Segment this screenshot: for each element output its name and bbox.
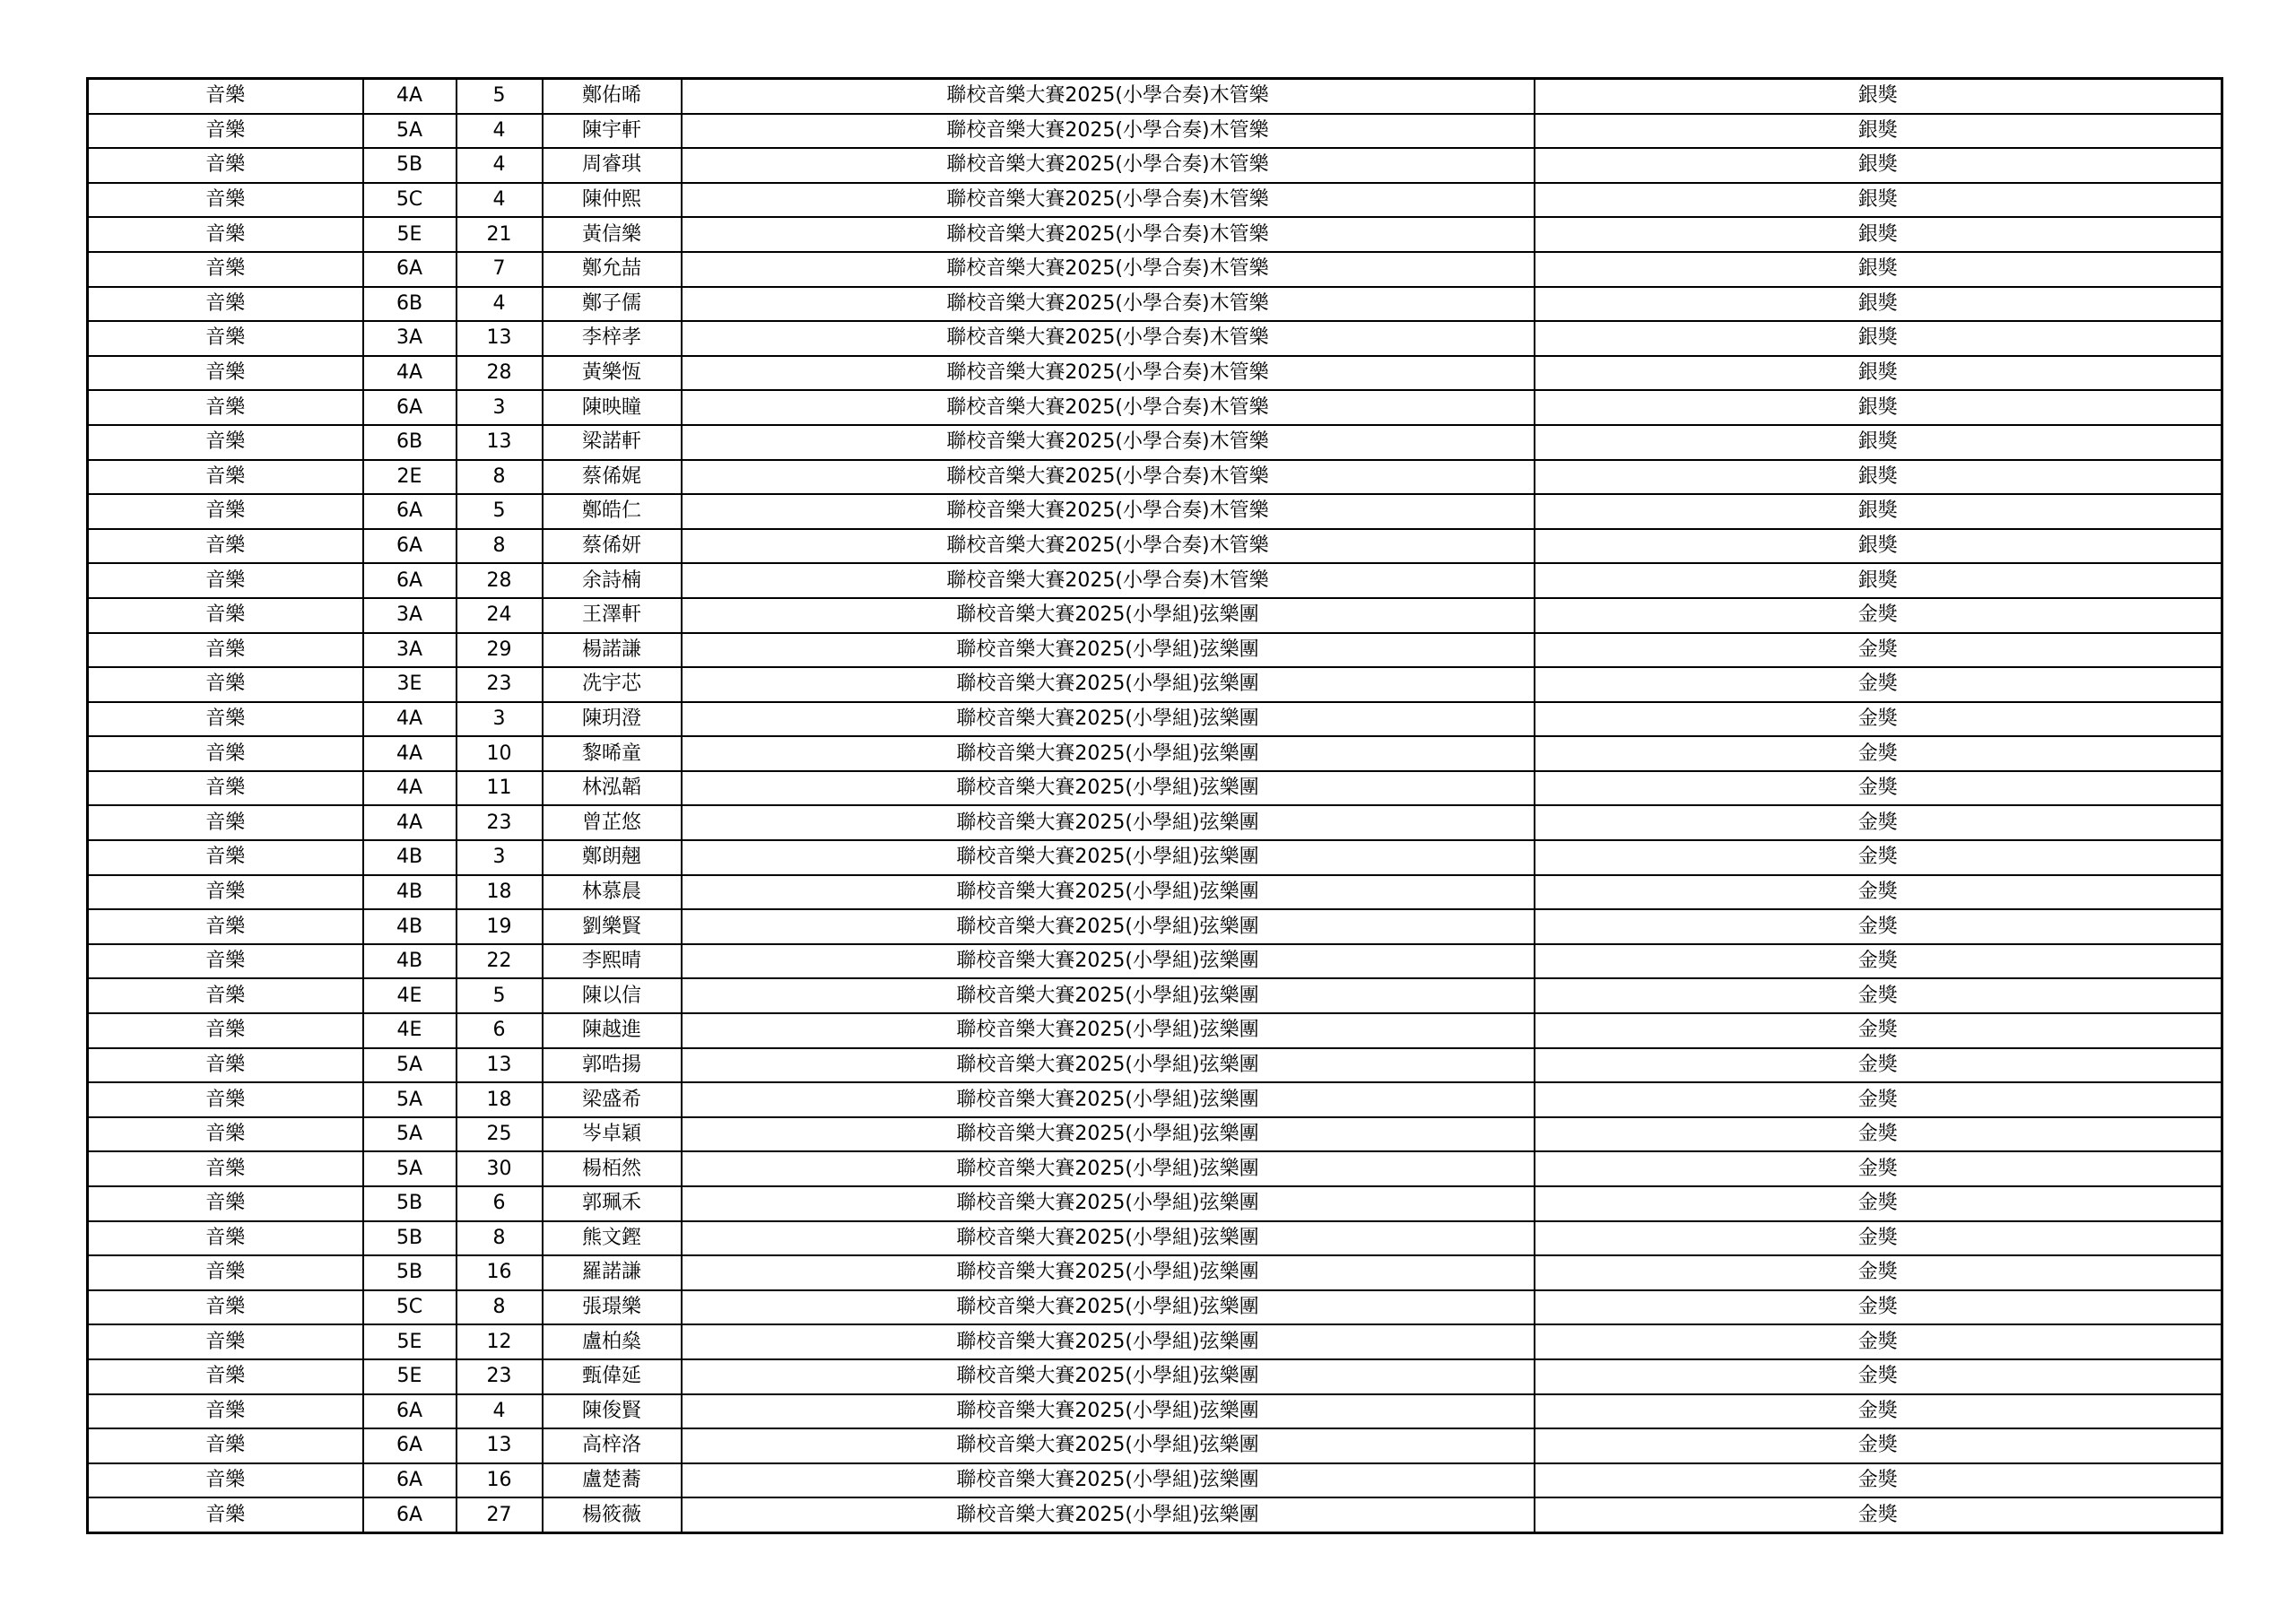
subject-cell: 音樂 [88, 1255, 363, 1290]
table-row [88, 1497, 2222, 1532]
award-cell: 金獎 [1535, 1151, 2222, 1186]
award-cell: 金獎 [1535, 1186, 2222, 1221]
competition-cell: 聯校音樂大賽2025(小學合奏)木管樂 [682, 321, 1535, 356]
competition-cell: 聯校音樂大賽2025(小學組)弦樂團 [682, 978, 1535, 1013]
subject-cell: 音樂 [88, 183, 363, 218]
subject-cell: 音樂 [88, 840, 363, 875]
student-name-cell: 甄偉延 [543, 1359, 682, 1394]
class-number-cell: 3 [457, 702, 543, 737]
competition-cell: 聯校音樂大賽2025(小學組)弦樂團 [682, 771, 1535, 806]
student-name-cell: 黃信樂 [543, 217, 682, 252]
class-cell: 5E [363, 217, 457, 252]
subject-cell: 音樂 [88, 563, 363, 598]
award-cell: 金獎 [1535, 1290, 2222, 1325]
subject-cell: 音樂 [88, 1359, 363, 1394]
award-cell: 銀獎 [1535, 114, 2222, 149]
student-name-cell: 周睿琪 [543, 148, 682, 183]
competition-cell: 聯校音樂大賽2025(小學合奏)木管樂 [682, 529, 1535, 564]
subject-cell: 音樂 [88, 667, 363, 702]
class-number-cell: 5 [457, 978, 543, 1013]
subject-cell: 音樂 [88, 148, 363, 183]
student-name-cell: 曾芷悠 [543, 805, 682, 840]
competition-cell: 聯校音樂大賽2025(小學組)弦樂團 [682, 1082, 1535, 1117]
class-cell: 5A [363, 1082, 457, 1117]
competition-cell: 聯校音樂大賽2025(小學組)弦樂團 [682, 1255, 1535, 1290]
subject-cell: 音樂 [88, 1290, 363, 1325]
table-row [88, 1255, 2222, 1290]
subject-cell: 音樂 [88, 494, 363, 529]
competition-cell: 聯校音樂大賽2025(小學合奏)木管樂 [682, 183, 1535, 218]
class-cell: 6A [363, 1428, 457, 1463]
table-row [88, 1221, 2222, 1256]
student-name-cell: 梁盛希 [543, 1082, 682, 1117]
class-number-cell: 8 [457, 1290, 543, 1325]
student-name-cell: 陳映瞳 [543, 390, 682, 425]
class-cell: 4E [363, 978, 457, 1013]
subject-cell: 音樂 [88, 1463, 363, 1498]
class-cell: 4A [363, 79, 457, 114]
class-cell: 3E [363, 667, 457, 702]
class-number-cell: 27 [457, 1497, 543, 1532]
award-cell: 銀獎 [1535, 563, 2222, 598]
subject-cell: 音樂 [88, 944, 363, 979]
student-name-cell: 蔡俙娓 [543, 460, 682, 495]
subject-cell: 音樂 [88, 425, 363, 460]
award-cell: 金獎 [1535, 598, 2222, 633]
class-number-cell: 10 [457, 736, 543, 771]
class-number-cell: 6 [457, 1013, 543, 1048]
competition-cell: 聯校音樂大賽2025(小學合奏)木管樂 [682, 460, 1535, 495]
student-name-cell: 陳玥澄 [543, 702, 682, 737]
competition-cell: 聯校音樂大賽2025(小學組)弦樂團 [682, 667, 1535, 702]
class-cell: 6A [363, 529, 457, 564]
student-name-cell: 岑卓穎 [543, 1117, 682, 1152]
table-row [88, 598, 2222, 633]
subject-cell: 音樂 [88, 356, 363, 391]
table-row [88, 944, 2222, 979]
student-name-cell: 李熙晴 [543, 944, 682, 979]
class-cell: 6A [363, 252, 457, 287]
competition-cell: 聯校音樂大賽2025(小學合奏)木管樂 [682, 217, 1535, 252]
class-cell: 4A [363, 702, 457, 737]
competition-cell: 聯校音樂大賽2025(小學組)弦樂團 [682, 736, 1535, 771]
table-row [88, 321, 2222, 356]
class-number-cell: 4 [457, 114, 543, 149]
class-cell: 4B [363, 875, 457, 910]
student-name-cell: 盧楚蕎 [543, 1463, 682, 1498]
table-row [88, 1463, 2222, 1498]
competition-cell: 聯校音樂大賽2025(小學組)弦樂團 [682, 598, 1535, 633]
student-name-cell: 鄭子儒 [543, 287, 682, 322]
subject-cell: 音樂 [88, 321, 363, 356]
table-row [88, 909, 2222, 944]
subject-cell: 音樂 [88, 736, 363, 771]
award-cell: 金獎 [1535, 1324, 2222, 1359]
class-cell: 3A [363, 633, 457, 668]
class-number-cell: 7 [457, 252, 543, 287]
competition-cell: 聯校音樂大賽2025(小學合奏)木管樂 [682, 114, 1535, 149]
student-name-cell: 黃樂恆 [543, 356, 682, 391]
award-cell: 銀獎 [1535, 460, 2222, 495]
class-cell: 5B [363, 1221, 457, 1256]
table-row [88, 736, 2222, 771]
award-cell: 銀獎 [1535, 183, 2222, 218]
student-name-cell: 郭珮禾 [543, 1186, 682, 1221]
class-number-cell: 16 [457, 1255, 543, 1290]
subject-cell: 音樂 [88, 287, 363, 322]
table-row [88, 1048, 2222, 1083]
award-cell: 銀獎 [1535, 79, 2222, 114]
table-row [88, 183, 2222, 218]
subject-cell: 音樂 [88, 390, 363, 425]
award-cell: 金獎 [1535, 633, 2222, 668]
award-cell: 金獎 [1535, 667, 2222, 702]
table-row [88, 217, 2222, 252]
student-name-cell: 陳越進 [543, 1013, 682, 1048]
class-cell: 4A [363, 805, 457, 840]
competition-cell: 聯校音樂大賽2025(小學合奏)木管樂 [682, 252, 1535, 287]
table-row [88, 529, 2222, 564]
table-row [88, 114, 2222, 149]
class-number-cell: 5 [457, 79, 543, 114]
table-row [88, 356, 2222, 391]
subject-cell: 音樂 [88, 1186, 363, 1221]
award-cell: 銀獎 [1535, 390, 2222, 425]
class-cell: 4B [363, 840, 457, 875]
award-cell: 銀獎 [1535, 529, 2222, 564]
student-name-cell: 林慕晨 [543, 875, 682, 910]
subject-cell: 音樂 [88, 805, 363, 840]
competition-cell: 聯校音樂大賽2025(小學組)弦樂團 [682, 944, 1535, 979]
competition-cell: 聯校音樂大賽2025(小學組)弦樂團 [682, 1463, 1535, 1498]
subject-cell: 音樂 [88, 529, 363, 564]
award-cell: 金獎 [1535, 736, 2222, 771]
class-cell: 5B [363, 148, 457, 183]
class-cell: 4A [363, 771, 457, 806]
subject-cell: 音樂 [88, 114, 363, 149]
table-row [88, 875, 2222, 910]
award-cell: 金獎 [1535, 1117, 2222, 1152]
class-number-cell: 3 [457, 390, 543, 425]
competition-cell: 聯校音樂大賽2025(小學組)弦樂團 [682, 1186, 1535, 1221]
subject-cell: 音樂 [88, 1082, 363, 1117]
competition-cell: 聯校音樂大賽2025(小學合奏)木管樂 [682, 390, 1535, 425]
student-name-cell: 陳以信 [543, 978, 682, 1013]
competition-cell: 聯校音樂大賽2025(小學組)弦樂團 [682, 1117, 1535, 1152]
student-name-cell: 陳仲熙 [543, 183, 682, 218]
competition-cell: 聯校音樂大賽2025(小學合奏)木管樂 [682, 356, 1535, 391]
table-row [88, 805, 2222, 840]
award-cell: 金獎 [1535, 1255, 2222, 1290]
student-name-cell: 李梓孝 [543, 321, 682, 356]
competition-cell: 聯校音樂大賽2025(小學組)弦樂團 [682, 1359, 1535, 1394]
student-name-cell: 陳宇軒 [543, 114, 682, 149]
subject-cell: 音樂 [88, 771, 363, 806]
subject-cell: 音樂 [88, 1324, 363, 1359]
subject-cell: 音樂 [88, 1013, 363, 1048]
student-name-cell: 鄭皓仁 [543, 494, 682, 529]
table-row [88, 494, 2222, 529]
student-name-cell: 鄭朗翹 [543, 840, 682, 875]
competition-cell: 聯校音樂大賽2025(小學組)弦樂團 [682, 1324, 1535, 1359]
table-row [88, 1117, 2222, 1152]
subject-cell: 音樂 [88, 1394, 363, 1429]
class-cell: 5E [363, 1359, 457, 1394]
class-number-cell: 19 [457, 909, 543, 944]
competition-cell: 聯校音樂大賽2025(小學組)弦樂團 [682, 805, 1535, 840]
subject-cell: 音樂 [88, 1428, 363, 1463]
table-row [88, 702, 2222, 737]
student-name-cell: 郭晧揚 [543, 1048, 682, 1083]
student-name-cell: 陳俊賢 [543, 1394, 682, 1429]
class-number-cell: 4 [457, 1394, 543, 1429]
class-cell: 4A [363, 356, 457, 391]
table-row [88, 148, 2222, 183]
competition-cell: 聯校音樂大賽2025(小學組)弦樂團 [682, 1428, 1535, 1463]
award-cell: 銀獎 [1535, 217, 2222, 252]
competition-cell: 聯校音樂大賽2025(小學合奏)木管樂 [682, 563, 1535, 598]
class-number-cell: 8 [457, 529, 543, 564]
award-cell: 金獎 [1535, 1463, 2222, 1498]
class-number-cell: 5 [457, 494, 543, 529]
class-cell: 6A [363, 494, 457, 529]
class-cell: 4A [363, 736, 457, 771]
class-number-cell: 8 [457, 460, 543, 495]
class-number-cell: 11 [457, 771, 543, 806]
student-name-cell: 鄭佑晞 [543, 79, 682, 114]
class-cell: 5A [363, 114, 457, 149]
class-cell: 5A [363, 1117, 457, 1152]
table-row [88, 460, 2222, 495]
competition-cell: 聯校音樂大賽2025(小學組)弦樂團 [682, 1497, 1535, 1532]
award-cell: 金獎 [1535, 1394, 2222, 1429]
class-number-cell: 23 [457, 667, 543, 702]
award-cell: 金獎 [1535, 805, 2222, 840]
class-cell: 5A [363, 1048, 457, 1083]
competition-cell: 聯校音樂大賽2025(小學合奏)木管樂 [682, 287, 1535, 322]
award-cell: 金獎 [1535, 944, 2222, 979]
competition-cell: 聯校音樂大賽2025(小學組)弦樂團 [682, 633, 1535, 668]
class-number-cell: 13 [457, 1428, 543, 1463]
student-name-cell: 羅諾謙 [543, 1255, 682, 1290]
subject-cell: 音樂 [88, 1221, 363, 1256]
student-name-cell: 冼宇芯 [543, 667, 682, 702]
award-cell: 銀獎 [1535, 425, 2222, 460]
subject-cell: 音樂 [88, 79, 363, 114]
student-name-cell: 楊諾謙 [543, 633, 682, 668]
class-number-cell: 13 [457, 1048, 543, 1083]
class-number-cell: 8 [457, 1221, 543, 1256]
class-number-cell: 16 [457, 1463, 543, 1498]
student-name-cell: 黎晞童 [543, 736, 682, 771]
class-cell: 2E [363, 460, 457, 495]
table-row [88, 633, 2222, 668]
award-cell: 金獎 [1535, 1221, 2222, 1256]
competition-cell: 聯校音樂大賽2025(小學組)弦樂團 [682, 702, 1535, 737]
class-number-cell: 6 [457, 1186, 543, 1221]
student-name-cell: 盧柏燊 [543, 1324, 682, 1359]
competition-cell: 聯校音樂大賽2025(小學組)弦樂團 [682, 909, 1535, 944]
student-name-cell: 楊筱薇 [543, 1497, 682, 1532]
class-cell: 6A [363, 1497, 457, 1532]
class-cell: 5B [363, 1255, 457, 1290]
class-number-cell: 4 [457, 287, 543, 322]
subject-cell: 音樂 [88, 252, 363, 287]
competition-cell: 聯校音樂大賽2025(小學合奏)木管樂 [682, 425, 1535, 460]
award-cell: 銀獎 [1535, 287, 2222, 322]
class-number-cell: 13 [457, 425, 543, 460]
class-number-cell: 3 [457, 840, 543, 875]
award-cell: 金獎 [1535, 1048, 2222, 1083]
student-name-cell: 余詩楠 [543, 563, 682, 598]
competition-cell: 聯校音樂大賽2025(小學組)弦樂團 [682, 840, 1535, 875]
class-cell: 6A [363, 1463, 457, 1498]
awards-table [86, 77, 2223, 1534]
class-cell: 5A [363, 1151, 457, 1186]
table-row [88, 563, 2222, 598]
award-cell: 金獎 [1535, 702, 2222, 737]
class-cell: 4B [363, 909, 457, 944]
class-number-cell: 23 [457, 805, 543, 840]
class-cell: 3A [363, 598, 457, 633]
award-cell: 銀獎 [1535, 148, 2222, 183]
student-name-cell: 楊栢然 [543, 1151, 682, 1186]
award-cell: 金獎 [1535, 1013, 2222, 1048]
subject-cell: 音樂 [88, 1048, 363, 1083]
table-row [88, 252, 2222, 287]
class-cell: 6B [363, 287, 457, 322]
class-number-cell: 4 [457, 183, 543, 218]
award-cell: 金獎 [1535, 909, 2222, 944]
table-row [88, 667, 2222, 702]
competition-cell: 聯校音樂大賽2025(小學合奏)木管樂 [682, 79, 1535, 114]
award-cell: 金獎 [1535, 875, 2222, 910]
class-number-cell: 23 [457, 1359, 543, 1394]
student-name-cell: 張璟樂 [543, 1290, 682, 1325]
class-number-cell: 12 [457, 1324, 543, 1359]
student-name-cell: 熊文鏗 [543, 1221, 682, 1256]
subject-cell: 音樂 [88, 978, 363, 1013]
class-number-cell: 18 [457, 875, 543, 910]
award-cell: 金獎 [1535, 1428, 2222, 1463]
table-row [88, 1013, 2222, 1048]
student-name-cell: 鄭允喆 [543, 252, 682, 287]
subject-cell: 音樂 [88, 217, 363, 252]
table-row [88, 1428, 2222, 1463]
table-row [88, 390, 2222, 425]
subject-cell: 音樂 [88, 909, 363, 944]
student-name-cell: 劉樂賢 [543, 909, 682, 944]
table-row [88, 1151, 2222, 1186]
competition-cell: 聯校音樂大賽2025(小學組)弦樂團 [682, 875, 1535, 910]
class-number-cell: 22 [457, 944, 543, 979]
class-cell: 5E [363, 1324, 457, 1359]
class-number-cell: 28 [457, 563, 543, 598]
class-cell: 4B [363, 944, 457, 979]
class-number-cell: 29 [457, 633, 543, 668]
awards-table-body [88, 79, 2222, 1533]
subject-cell: 音樂 [88, 1497, 363, 1532]
class-cell: 5C [363, 1290, 457, 1325]
student-name-cell: 蔡俙妍 [543, 529, 682, 564]
subject-cell: 音樂 [88, 875, 363, 910]
award-cell: 銀獎 [1535, 356, 2222, 391]
table-row [88, 425, 2222, 460]
subject-cell: 音樂 [88, 633, 363, 668]
class-cell: 3A [363, 321, 457, 356]
class-number-cell: 24 [457, 598, 543, 633]
class-cell: 6A [363, 563, 457, 598]
award-cell: 金獎 [1535, 840, 2222, 875]
class-number-cell: 30 [457, 1151, 543, 1186]
award-cell: 金獎 [1535, 1359, 2222, 1394]
subject-cell: 音樂 [88, 460, 363, 495]
class-number-cell: 4 [457, 148, 543, 183]
table-row [88, 1186, 2222, 1221]
table-row [88, 978, 2222, 1013]
class-cell: 5C [363, 183, 457, 218]
subject-cell: 音樂 [88, 1151, 363, 1186]
table-row [88, 287, 2222, 322]
competition-cell: 聯校音樂大賽2025(小學組)弦樂團 [682, 1394, 1535, 1429]
award-cell: 銀獎 [1535, 321, 2222, 356]
competition-cell: 聯校音樂大賽2025(小學組)弦樂團 [682, 1151, 1535, 1186]
award-cell: 金獎 [1535, 771, 2222, 806]
award-cell: 金獎 [1535, 978, 2222, 1013]
award-cell: 金獎 [1535, 1497, 2222, 1532]
class-cell: 5B [363, 1186, 457, 1221]
competition-cell: 聯校音樂大賽2025(小學合奏)木管樂 [682, 494, 1535, 529]
table-row [88, 1359, 2222, 1394]
competition-cell: 聯校音樂大賽2025(小學組)弦樂團 [682, 1048, 1535, 1083]
subject-cell: 音樂 [88, 598, 363, 633]
subject-cell: 音樂 [88, 702, 363, 737]
student-name-cell: 梁諾軒 [543, 425, 682, 460]
student-name-cell: 高梓洛 [543, 1428, 682, 1463]
student-name-cell: 林泓韜 [543, 771, 682, 806]
class-cell: 4E [363, 1013, 457, 1048]
table-row [88, 1394, 2222, 1429]
class-cell: 6A [363, 1394, 457, 1429]
table-row [88, 840, 2222, 875]
table-row [88, 771, 2222, 806]
class-number-cell: 21 [457, 217, 543, 252]
class-cell: 6B [363, 425, 457, 460]
student-name-cell: 王澤軒 [543, 598, 682, 633]
table-row [88, 79, 2222, 114]
award-cell: 金獎 [1535, 1082, 2222, 1117]
class-number-cell: 25 [457, 1117, 543, 1152]
competition-cell: 聯校音樂大賽2025(小學組)弦樂團 [682, 1013, 1535, 1048]
award-cell: 銀獎 [1535, 252, 2222, 287]
class-number-cell: 18 [457, 1082, 543, 1117]
table-row [88, 1324, 2222, 1359]
class-cell: 6A [363, 390, 457, 425]
class-number-cell: 13 [457, 321, 543, 356]
competition-cell: 聯校音樂大賽2025(小學組)弦樂團 [682, 1221, 1535, 1256]
competition-cell: 聯校音樂大賽2025(小學組)弦樂團 [682, 1290, 1535, 1325]
award-cell: 銀獎 [1535, 494, 2222, 529]
table-row [88, 1290, 2222, 1325]
table-row [88, 1082, 2222, 1117]
subject-cell: 音樂 [88, 1117, 363, 1152]
competition-cell: 聯校音樂大賽2025(小學合奏)木管樂 [682, 148, 1535, 183]
class-number-cell: 28 [457, 356, 543, 391]
